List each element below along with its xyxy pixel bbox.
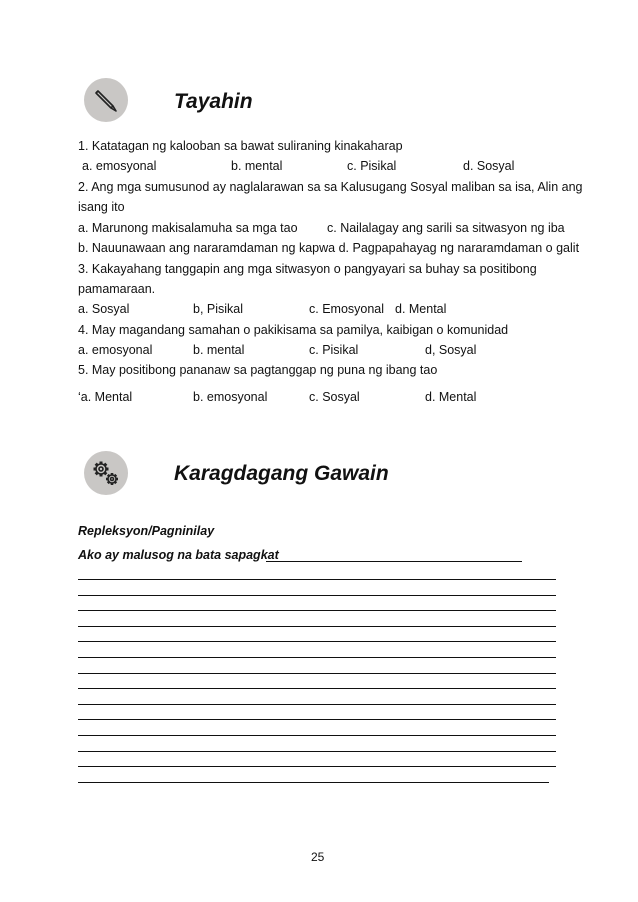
page-number: 25 <box>311 850 325 864</box>
answer-line[interactable] <box>78 704 556 705</box>
answer-line[interactable] <box>78 626 556 627</box>
choice-3a: a. Sosyal <box>78 302 130 316</box>
choice-5b: b. emosyonal <box>193 390 268 404</box>
tayahin-title: Tayahin <box>174 90 253 113</box>
question-5: 5. May positibong pananaw sa pagtanggap ng puna ng ibang tao <box>78 363 438 377</box>
choice-1a: a. emosyonal <box>82 159 157 173</box>
choice-5d: d. Mental <box>425 390 477 404</box>
answer-line[interactable] <box>78 579 556 580</box>
choice-1d: d. Sosyal <box>463 159 515 173</box>
question-3-line1: 3. Kakayahang tanggapin ang mga sitwasyon o pangyayari sa buhay sa positibong <box>78 262 537 276</box>
choice-2a: a. Marunong makisalamuha sa mga tao <box>78 221 298 235</box>
choice-5c: c. Sosyal <box>309 390 360 404</box>
prompt-answer-line[interactable] <box>266 561 522 562</box>
question-2-line2: isang ito <box>78 200 125 214</box>
question-1: 1. Katatagan ng kalooban sa bawat suliraning kinakaharap <box>78 139 403 153</box>
choice-2c: c. Nailalagay ang sarili sa sitwasyon ng iba <box>327 221 565 235</box>
answer-line[interactable] <box>78 719 556 720</box>
pencil-icon-badge <box>84 78 128 122</box>
answer-line[interactable] <box>78 610 556 611</box>
choice-4b: b. mental <box>193 343 245 357</box>
question-4: 4. May magandang samahan o pakikisama sa pamilya, kaibigan o komunidad <box>78 323 509 337</box>
answer-line[interactable] <box>78 641 556 642</box>
answer-line[interactable] <box>78 595 556 596</box>
gears-icon-badge <box>84 451 128 495</box>
question-3-line2: pamamaraan. <box>78 282 156 296</box>
karagdagang-title: Karagdagang Gawain <box>174 462 389 485</box>
answer-line[interactable] <box>78 782 549 783</box>
answer-line[interactable] <box>78 766 556 767</box>
choice-1c: c. Pisikal <box>347 159 397 173</box>
answer-line[interactable] <box>78 751 556 752</box>
pencil-icon <box>91 85 121 115</box>
answer-line[interactable] <box>78 735 556 736</box>
choice-3b: b, Pisikal <box>193 302 244 316</box>
reflection-prompt: Ako ay malusog na bata sapagkat <box>78 548 279 562</box>
choice-4d: d, Sosyal <box>425 343 477 357</box>
gears-icon <box>89 456 123 490</box>
question-2-line1: 2. Ang mga sumusunod ay naglalarawan sa sa Kalusugang Sosyal maliban sa isa, Alin ang <box>78 180 583 194</box>
answer-line[interactable] <box>78 657 556 658</box>
answer-line[interactable] <box>78 673 556 674</box>
choice-4c: c. Pisikal <box>309 343 359 357</box>
choice-3d: d. Mental <box>395 302 447 316</box>
choice-5a: ‘a. Mental <box>78 390 133 404</box>
choice-3c: c. Emosyonal <box>309 302 385 316</box>
choice-1b: b. mental <box>231 159 283 173</box>
choice-4a: a. emosyonal <box>78 343 153 357</box>
choices-2-line2: b. Nauunawaan ang nararamdaman ng kapwa d. Pagpapahayag ng nararamdaman o galit <box>78 241 580 255</box>
reflection-subtitle: Repleksyon/Pagninilay <box>78 524 215 538</box>
answer-line[interactable] <box>78 688 556 689</box>
